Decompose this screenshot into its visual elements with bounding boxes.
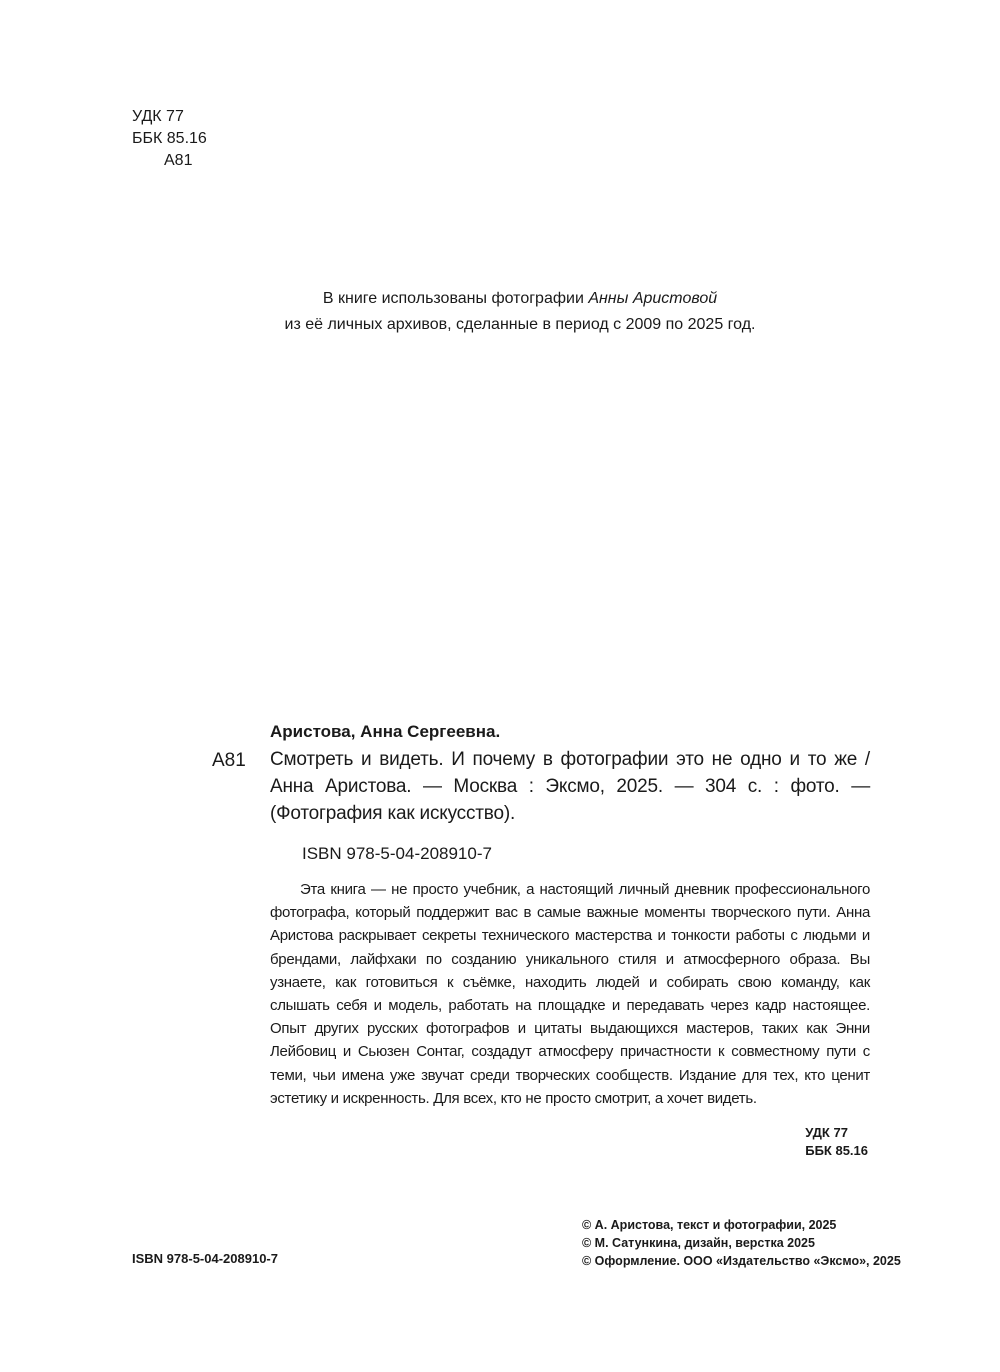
bbk-code: ББК 85.16 bbox=[132, 130, 207, 147]
photo-credit-note bbox=[200, 286, 840, 338]
footer-udk: УДК 77 bbox=[805, 1125, 848, 1140]
footer-isbn: ISBN 978-5-04-208910-7 bbox=[132, 1251, 278, 1266]
classification-block bbox=[132, 106, 207, 172]
record-isbn: ISBN 978-5-04-208910-7 bbox=[302, 844, 492, 863]
photo-note-line2: из её личных архивов, сделанные в период с 2009 по 2025 год. bbox=[284, 316, 756, 333]
copyright-text: © А. Аристова, текст и фотографии, 2025 bbox=[582, 1218, 837, 1232]
annotation-text: Эта книга — не просто учебник, а настоящий личный дневник профессионального фотографа, который поддержит вас в самые важные моменты творческого пути. Анна Аристова раскрывает секреты технического мастерства и тонкости работы с людьми и брендами, лайфхаки по созданию уникального стиля и атмосферного образа. Вы узнаете, как готовиться к съёмке, находить людей и собирать свою команду, как слышать себя и модель, работать на площадке и передавать через кадр настоящее. Опыт других русских фотографов и цитаты выдающихся мастеров, таких как Энни Лейбовиц и Сьюзен Сонтаг, создадут атмосферу причастности к совместному пути с теми, чьи имена уже звучат среди творческих сообществ. Издание для тех, кто ценит эстетику и искренность. Для всех, кто не просто смотрит, а хочет видеть. bbox=[270, 881, 870, 1107]
bibliographic-description: Смотреть и видеть. И почему в фотографии это не одно и то же / Анна Аристова. — Москва : Эксмо, 2025. — 304 с. : фото. — (Фотография как искусство). bbox=[270, 749, 870, 824]
author-sign: А81 bbox=[164, 152, 193, 169]
copyright-design: © М. Сатункина, дизайн, верстка 2025 bbox=[582, 1236, 815, 1250]
copyright-publisher: © Оформление. ООО «Издательство «Эксмо», 2025 bbox=[582, 1254, 901, 1268]
udk-code: УДК 77 bbox=[132, 108, 184, 125]
record-author-sign: А81 bbox=[212, 750, 246, 771]
footer-classification bbox=[805, 1124, 868, 1160]
copyright-block bbox=[582, 1216, 901, 1270]
footer-bbk: ББК 85.16 bbox=[805, 1143, 868, 1158]
photo-note-line1: В книге использованы фотографии Анны Аристовой bbox=[322, 290, 718, 307]
record-author: Аристова, Анна Сергеевна. bbox=[270, 722, 501, 741]
photo-author: Анны Аристовой bbox=[588, 290, 718, 307]
